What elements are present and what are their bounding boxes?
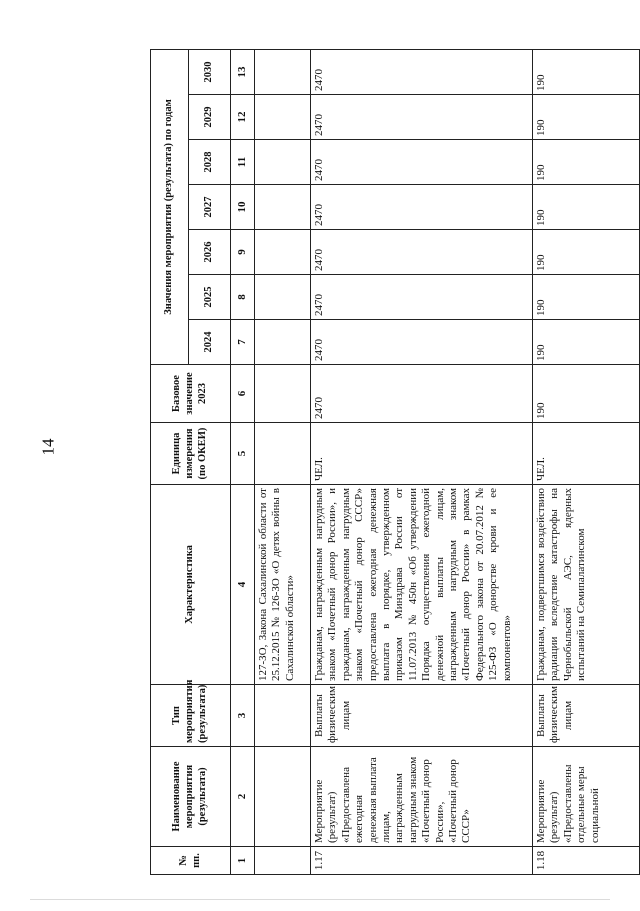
measure-type: Выплаты физическим лицам [533,685,640,747]
year-value: 190 [533,185,640,230]
scan-edge-line [30,899,610,900]
header-year: 2025 [189,275,231,320]
year-value: 190 [533,49,640,94]
base-value: 190 [533,365,640,423]
index-cell: 7 [231,320,255,365]
index-cell: 4 [231,485,255,685]
index-cell: 11 [231,140,255,185]
year-value: 190 [533,140,640,185]
year-value: 190 [533,275,640,320]
header-year: 2027 [189,185,231,230]
column-index-row [231,49,255,874]
characteristic-cell: Гражданам, подвергшимся воздействию радиации вследствие катастрофы на Чернобыльской АЭС, ядерных испытаний на Семипалатинском [533,485,640,685]
index-cell: 8 [231,275,255,320]
header-name: Наименование мероприятия (результата) [151,747,231,847]
header-values-group: Значения мероприятия (результата) по годам [151,49,189,364]
header-year: 2030 [189,49,231,94]
year-value: 190 [533,320,640,365]
year-value: 2470 [311,230,533,275]
year-value: 2470 [311,185,533,230]
index-cell: 12 [231,95,255,140]
year-value: 2470 [311,140,533,185]
row-number: 1.17 [311,847,533,875]
index-cell: 13 [231,49,255,94]
index-cell: 2 [231,747,255,847]
index-cell: 6 [231,365,255,423]
year-value: 190 [533,95,640,140]
index-cell: 10 [231,185,255,230]
header-year: 2028 [189,140,231,185]
header-unit: Единица измерения (по ОКЕИ) [151,423,231,485]
characteristic-cell: 127-ЗО, Закона Сахалинской области от 25.12.2015 № 126-ЗО «О детях войны в Сахалинской области» [255,485,311,685]
index-cell: 3 [231,685,255,747]
header-year: 2029 [189,95,231,140]
table-row [311,49,533,874]
year-value: 2470 [311,95,533,140]
measure-name: Мероприятие (результат) «Предоставлены отдельные меры социальной [533,747,640,847]
table-row-continuation [255,49,311,874]
page-number: 14 [38,438,58,456]
measure-name: Мероприятие (результат) «Предоставлена ежегодная денежная выплата лицам, награжденным нагрудным знаком «Почетный донор России», «Почетный донор СССР» [311,747,533,847]
table-row [533,49,640,874]
header-year: 2026 [189,230,231,275]
base-value: 2470 [311,365,533,423]
measure-type: Выплаты физическим лицам [311,685,533,747]
year-value: 2470 [311,275,533,320]
measures-table [150,49,640,875]
header-no: № пп. [151,847,231,875]
index-cell: 1 [231,847,255,875]
year-value: 2470 [311,49,533,94]
unit-cell: ЧЕЛ. [311,423,533,485]
header-characteristic: Характеристика [151,485,231,685]
row-number: 1.18 [533,847,640,875]
year-value: 2470 [311,320,533,365]
characteristic-cell: Гражданам, награжденным нагрудным знаком «Почетный донор России», и гражданам, награжденным нагрудным знаком «Почетный донор СССР» предоставлена ежегодная денежная выплата в порядке, утвержденном приказом Минздрава России от 11.07.2013 № 450н «Об утверждении Порядка осуществления ежегодной денежной выплаты лицам, награжденным нагрудным знаком «Почетный донор России» в рамках Федерального закона от 20.07.2012 № 125-ФЗ «О донорстве крови и ее компонентов» [311,485,533,685]
rotated-table-container [150,50,640,875]
index-cell: 5 [231,423,255,485]
index-cell: 9 [231,230,255,275]
year-value: 190 [533,230,640,275]
header-year: 2024 [189,320,231,365]
header-type: Тип мероприятия (результата) [151,685,231,747]
unit-cell: ЧЕЛ. [533,423,640,485]
header-base: Базовое значение 2023 [151,365,231,423]
